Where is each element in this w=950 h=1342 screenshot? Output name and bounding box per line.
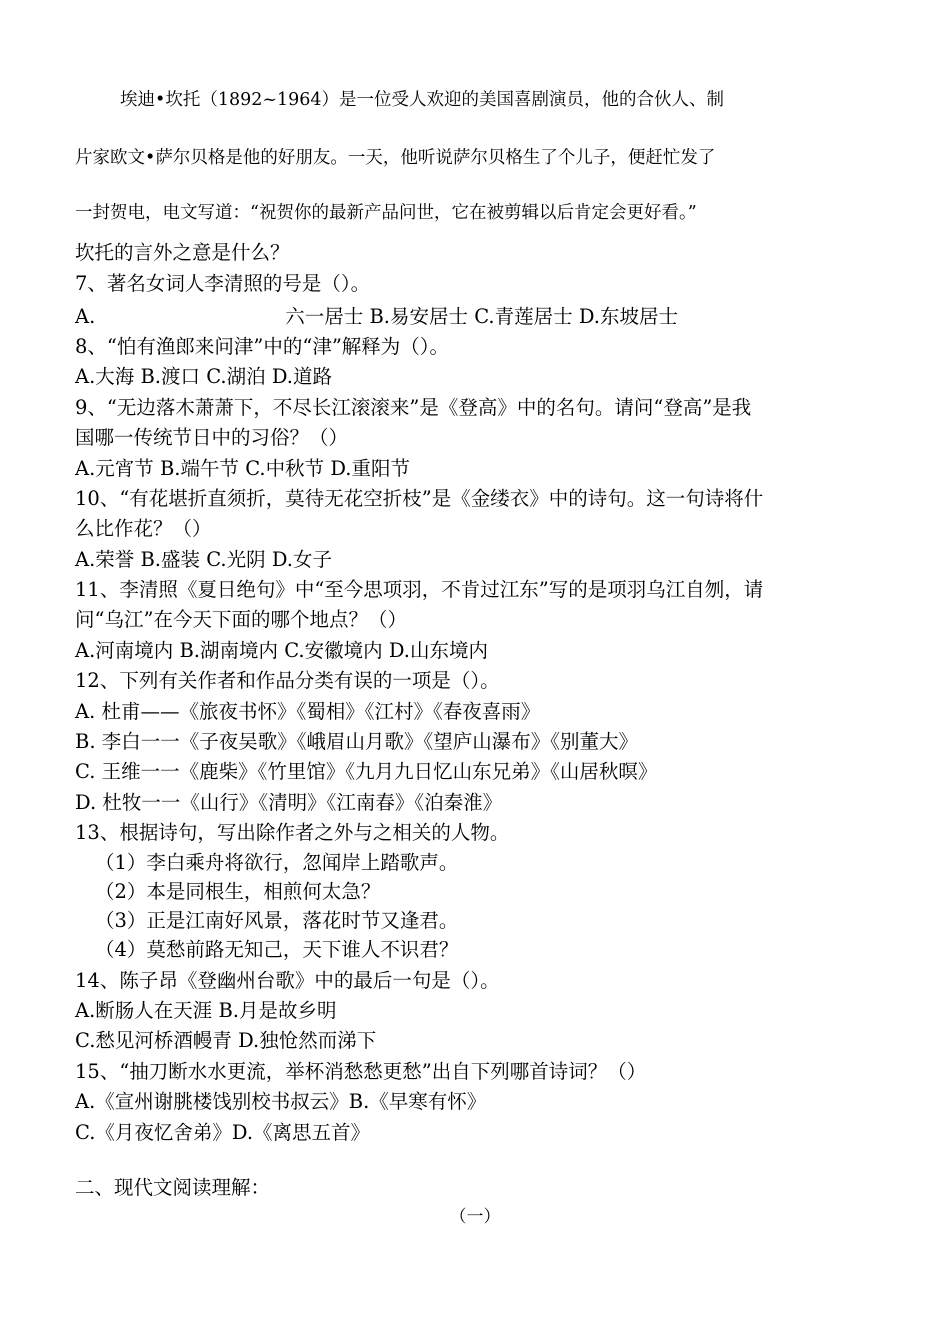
question-14-options-2: C.愁见河桥酒幔青 D.独怆然而涕下: [75, 1029, 377, 1052]
question-9-options: A.元宵节 B.端午节 C.中秋节 D.重阳节: [75, 457, 410, 480]
question-10-options: A.荣誉 B.盛装 C.光阴 D.女子: [75, 548, 332, 571]
section-2-title: 二、现代文阅读理解：: [75, 1176, 271, 1199]
question-9-line-2: 国哪一传统节日中的习俗？（）: [75, 426, 349, 449]
question-8-options: A.大海 B.渡口 C.湖泊 D.道路: [75, 365, 332, 388]
question-12: 12、下列有关作者和作品分类有误的一项是（）。: [75, 669, 500, 692]
question-13-item-3: （3）正是江南好风景，落花时节又逢君。: [95, 909, 459, 932]
story-question: 坎托的言外之意是什么？: [75, 241, 290, 264]
question-11-line-2: 问“乌江”在今天下面的哪个地点？（）: [75, 608, 407, 631]
story-line-2: 片家欧文•萨尔贝格是他的好朋友。一天，他听说萨尔贝格生了个儿子，便赶忙发了: [75, 148, 716, 168]
question-15-options-1: A.《宣州谢朓楼饯别校书叔云》B.《早寒有怀》: [75, 1090, 487, 1113]
question-7-option-list: 六一居士 B.易安居士 C.青莲居士 D.东坡居士: [285, 305, 678, 328]
question-13-item-1: （1）李白乘舟将欲行，忽闻岸上踏歌声。: [95, 851, 459, 874]
question-10-line-2: 么比作花？（）: [75, 517, 212, 540]
question-7: 7、著名女词人李清照的号是（）。: [75, 272, 371, 295]
question-10-line-1: 10、“有花堪折直须折，莫待无花空折枝”是《金缕衣》中的诗句。这一句诗将什: [75, 487, 764, 510]
question-9-line-1: 9、“无边落木萧萧下，不尽长江滚滚来”是《登高》中的名句。请问“登高”是我: [75, 396, 752, 419]
question-11-line-1: 11、李清照《夏日绝句》中“至今思项羽，不肯过江东”写的是项羽乌江自刎，请: [75, 578, 764, 601]
question-12-option-c: C. 王维一一《鹿柴》《竹里馆》《九月九日忆山东兄弟》《山居秋暝》: [75, 760, 658, 783]
question-13-item-4: （4）莫愁前路无知己，天下谁人不识君？: [95, 938, 459, 961]
question-12-option-b: B. 李白一一《子夜吴歌》《峨眉山月歌》《望庐山瀑布》《别董大》: [75, 730, 638, 753]
question-7-option-prefix: A.: [75, 305, 96, 328]
question-15: 15、“抽刀断水水更流，举杯消愁愁更愁”出自下列哪首诗词？（）: [75, 1060, 647, 1083]
question-11-options: A.河南境内 B.湖南境内 C.安徽境内 D.山东境内: [75, 639, 488, 662]
question-12-option-a: A. 杜甫——《旅夜书怀》《蜀相》《江村》《春夜喜雨》: [75, 700, 541, 723]
question-13-item-2: （2）本是同根生，相煎何太急？: [95, 880, 381, 903]
question-15-options-2: C.《月夜忆舍弟》D.《离思五首》: [75, 1121, 371, 1144]
question-12-option-d: D. 杜牧一一《山行》《清明》《江南春》《泊秦淮》: [75, 791, 503, 814]
story-line-3: 一封贺电，电文写道：“祝贺你的最新产品问世，它在被剪辑以后肯定会更好看。”: [75, 203, 697, 223]
question-7-options: [75, 302, 678, 332]
story-line-1: 埃迪•坎托（1892~1964）是一位受人欢迎的美国喜剧演员，他的合伙人、制: [120, 90, 725, 110]
question-14: 14、陈子昂《登幽州台歌》中的最后一句是（）。: [75, 969, 500, 992]
question-14-options-1: A.断肠人在天涯 B.月是故乡明: [75, 999, 337, 1022]
section-2-subtitle: （一）: [449, 1207, 501, 1227]
question-8: 8、“怕有渔郎来问津”中的“津”解释为（）。: [75, 335, 450, 358]
question-13: 13、根据诗句，写出除作者之外与之相关的人物。: [75, 821, 510, 844]
